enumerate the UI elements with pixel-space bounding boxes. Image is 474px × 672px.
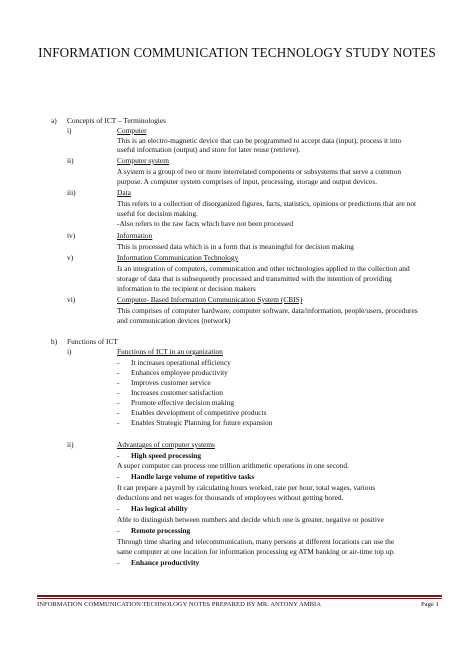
list-item: It increases operational efficiency [131,358,231,367]
list-item: Promote effective decision making [131,398,235,407]
term-heading: Computer [117,126,147,135]
page-title: INFORMATION COMMUNICATION TECHNOLOGY STUDY NOTES [38,45,436,60]
term-heading: Computer system [117,156,169,165]
item-number: i) [67,347,72,356]
body-line: Able to distinguish between numbers and decide which one is greater, negative or positive [117,515,384,524]
footer-text: INFORMATION COMMUNICATION TECHNOLOGY NOTES PREPARED BY MR. ANTONY AMBIA [37,601,321,608]
term-heading: Information [117,231,153,240]
term-heading: Computer- Based Information Communication System (CBIS) [117,295,303,304]
list-item: Enables development of competitive products [131,408,267,417]
point-heading: Enhance productivity [131,558,200,567]
body-line: A system is a group of two or more interrelated components or subsystems that serve a common [117,167,402,176]
body-line: useful information (output) and store for later reuse (retrieve). [117,145,301,154]
body-line: deductions and net wages for thousands of employees without getting bored. [117,493,344,502]
body-line: Through time sharing and telecommunication, many persons at different locations can use the [117,537,395,546]
bullet-dash: - [117,378,120,387]
point-heading: High speed processing [131,451,202,460]
item-number: vi) [67,295,76,304]
subsection-title: Functions of ICT in an organization [117,347,223,356]
bullet-dash: - [117,408,120,417]
bullet-dash: - [117,388,120,397]
body-line: It can prepare a payroll by calculating hours worked, rate per hour, total wages, various [117,483,376,492]
body-line: purpose. A computer system comprises of input, processing, storage and output devices. [117,177,378,186]
item-number: iv) [67,231,76,240]
page-number: Page 1 [421,601,439,608]
bullet-dash: - [117,526,120,535]
body-line: This is processed data which is in a form that is meaningful for decision making [117,242,354,251]
list-item: Enables Strategic Planning for future expansion [131,418,273,427]
bullet-dash: - [117,472,120,481]
list-item: Increases customer satisfaction [131,388,223,397]
item-number: iii) [67,188,76,197]
body-line: This refers to a collection of disorganized figures, facts, statistics, opinions or predictions that are not [117,199,417,208]
item-number: v) [67,253,74,262]
body-line: -Also refers to the raw facts which have not been processed [117,219,294,228]
item-number: ii) [67,156,74,165]
body-line: and communication devices (network) [117,316,231,325]
bullet-dash: - [117,398,120,407]
list-item: Enhances employee productivity [131,368,228,377]
section-a-heading: Concepts of ICT – Terminologies [67,116,166,125]
list-item: Improves customer service [131,378,211,387]
subsection-title: Advantages of computer systems [117,440,215,449]
body-line: A super computer can process one trillion arithmetic operations in one second. [117,461,349,470]
term-heading: Data [117,188,131,197]
point-heading: Handle large volume of repetitive tasks [131,472,255,481]
body-line: information to the recipient or decision makers [117,284,256,293]
section-b-heading: Functions of ICT [67,337,118,346]
body-line: useful for decision making. [117,209,198,218]
term-heading: Information Communication Technology [117,253,239,262]
body-line: storage of data that is subsequently processed and transmitted with the intention of providing [117,274,392,283]
footer-rule-thin [37,598,442,599]
body-line: This is an electro-magnetic device that can be programmed to accept data (input), process it into [117,136,402,145]
bullet-dash: - [117,418,120,427]
footer-rule [37,595,442,597]
bullet-dash: - [117,451,120,460]
bullet-dash: - [117,504,120,513]
point-heading: Remote processing [131,526,191,535]
section-a-marker: a) [51,116,57,125]
body-line: same computer at one location for information processing eg ATM banking or air-time top up. [117,547,395,556]
point-heading: Has logical ability [131,504,188,513]
body-line: This comprises of computer hardware, computer software, data/information, people/users, procedures [117,306,418,315]
item-number: i) [67,126,72,135]
bullet-dash: - [117,368,120,377]
bullet-dash: - [117,358,120,367]
body-line: Is an integration of computers, communication and other technologies applied to the collection and [117,264,410,273]
section-b-marker: b) [51,337,58,346]
bullet-dash: - [117,558,120,567]
item-number: ii) [67,440,74,449]
